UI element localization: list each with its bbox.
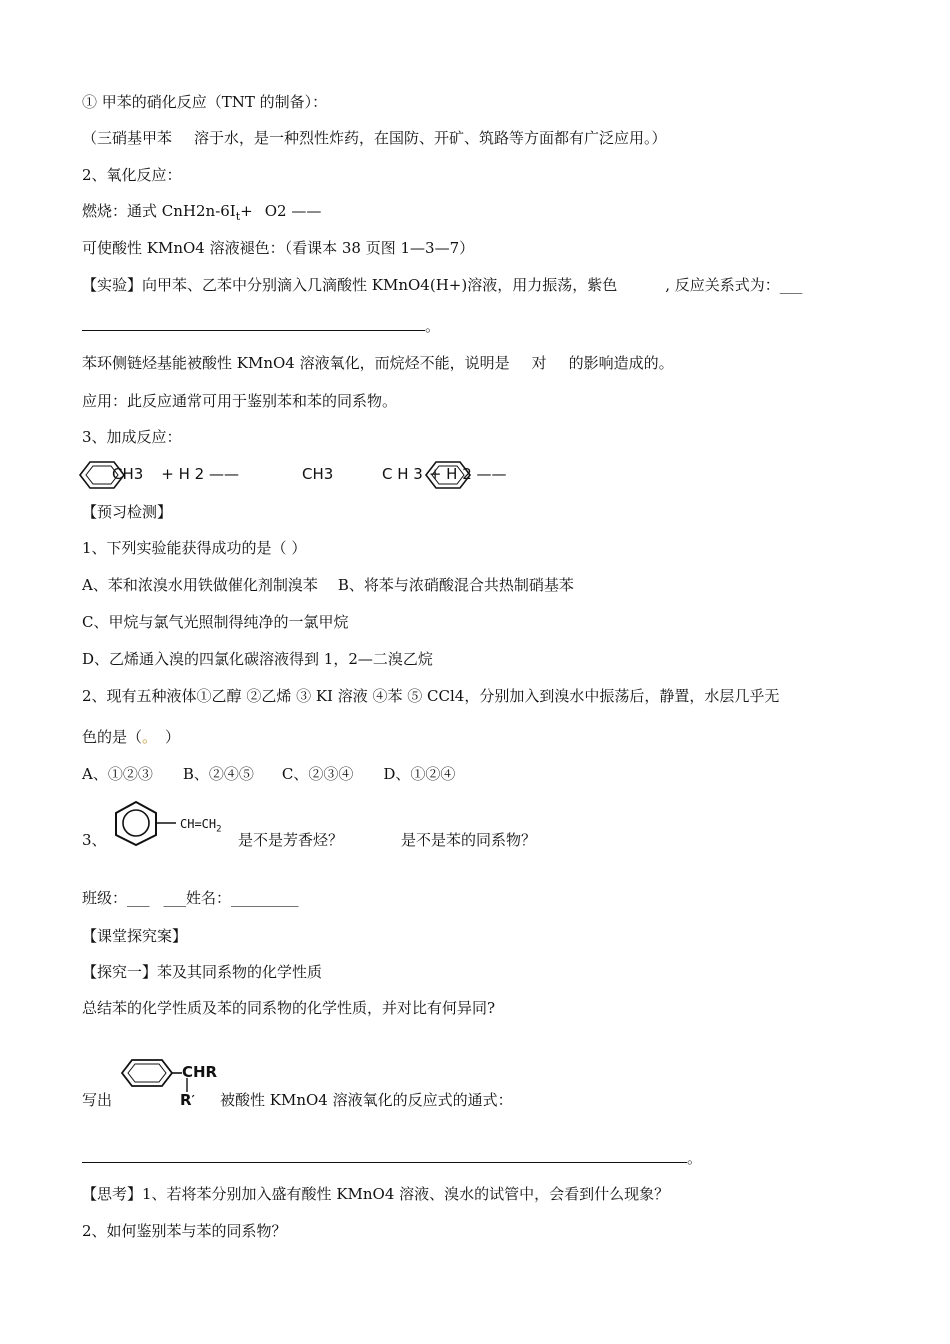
side-chain-text: 苯环侧链烃基能被酸性 KMnO4 溶液氧化，而烷烃不能，说明是 (82, 354, 510, 372)
name-field[interactable]: ___姓名：_________ (163, 889, 299, 907)
q2-options (82, 764, 455, 784)
classroom-heading: 【课堂探究案】 (82, 927, 188, 945)
addition-h2-1: + H 2 —— (161, 465, 239, 483)
q2-option-a: A、①②③ (82, 765, 153, 783)
think-question-2: 2、如何鉴别苯与苯的同系物？ (82, 1222, 287, 1240)
think-question-1: 【思考】1、若将苯分别加入盛有酸性 KMnO4 溶液、溴水的试管中，会看到什么现象？ (82, 1185, 670, 1203)
application-line: 应用：此反应通常可用于鉴别苯和苯的同系物。 (82, 392, 398, 410)
q1-option-a: A、苯和浓溴水用铁做催化剂制溴苯 (82, 576, 318, 594)
question-2: 2、现有五种液体①乙醇 ②乙烯 ③ KI 溶液 ④苯 ⑤ CCl4，分别加入到溴水中振荡后，静置，水层几乎无 (82, 687, 780, 705)
q2-option-d: D、①②④ (383, 765, 456, 783)
write-label: 写出 (82, 1091, 113, 1109)
oxidation-answer-line (82, 1148, 702, 1168)
q1-option-d: D、乙烯通入溴的四氯化碳溶液得到 1，2—二溴乙烷 (82, 650, 433, 668)
experiment-line (82, 275, 802, 295)
side-chain-line (82, 353, 674, 373)
question-1: 1、下列实验能获得成功的是（ ） (82, 539, 307, 557)
tnt-description (82, 128, 667, 148)
r-label (180, 1090, 195, 1110)
chr-label: CHR (182, 1063, 218, 1081)
combustion-formula (82, 201, 321, 227)
experiment-relation: , 反应关系式为：___ (665, 276, 803, 294)
oxidation-heading: 2、氧化反应： (82, 166, 182, 184)
combustion-o2: O2 —— (264, 202, 322, 220)
side-chain-dui: 对 (531, 354, 547, 372)
explore-one-heading: 【探究一】苯及其同系物的化学性质 (82, 963, 323, 981)
styrene-benzene-icon (112, 800, 182, 846)
oxidation-answer-end: 。 (687, 1149, 703, 1167)
question-3-number: 3、 (82, 831, 107, 849)
oxidation-formula-prompt: 被酸性 KMnO4 溶液氧化的反应式的通式： (220, 1091, 513, 1109)
question-2-cont (82, 727, 180, 747)
oxidation-answer-blank[interactable] (82, 1148, 687, 1163)
tnt-description-rest: 溶于水，是一种烈性炸药，在国防、开矿、筑路等方面都有广泛应用。） (194, 129, 667, 147)
q1-options-ab (82, 575, 574, 595)
styrene-subscript: 2 (216, 824, 222, 835)
class-name-line (82, 888, 299, 908)
benzene-ring-icon-2 (424, 460, 474, 490)
class-field[interactable]: 班级：___ (82, 889, 150, 907)
q2-option-c: C、②③④ (281, 765, 354, 783)
q2-answer-mark: 。 (142, 728, 158, 746)
q2-option-b: B、②④⑤ (182, 765, 254, 783)
styrene-vinyl-group (180, 814, 222, 839)
toluene-ch3-2: C H 3 (382, 465, 423, 483)
q1-option-b: B、将苯与浓硝酸混合共热制硝基苯 (337, 576, 574, 594)
chr-benzene-icon (120, 1058, 182, 1088)
kmno4-decolor-line: 可使酸性 KMnO4 溶液褪色：（看课本 38 页图 1—3—7） (82, 239, 475, 257)
product-ch3: CH3 (302, 465, 334, 483)
q2-cont-text: 色的是（ (82, 728, 143, 746)
summary-question: 总结苯的化学性质及苯的同系物的化学性质，并对比有何异同? (82, 999, 496, 1017)
answer-blank[interactable] (82, 316, 425, 331)
q3-homolog: 是不是苯的同系物？ (401, 831, 537, 849)
q1-option-c: C、甲烷与氯气光照制得纯净的一氯甲烷 (82, 613, 349, 631)
experiment-text: 【实验】向甲苯、乙苯中分别滴入几滴酸性 KMnO4(H+)溶液，用力振荡，紫色 (82, 276, 618, 294)
q3-aromatic-question (238, 830, 536, 850)
addition-reaction-1 (112, 464, 239, 484)
tnt-description-start: （三硝基甲苯 (82, 129, 173, 147)
q3-aromatic: 是不是芳香烃？ (238, 831, 344, 849)
combustion-formula-text: 燃烧：通式 CnH2n-6I (82, 202, 236, 220)
preview-test-heading: 【预习检测】 (82, 503, 173, 521)
toluene-nitration-heading: ① 甲苯的硝化反应（TNT 的制备）： (82, 93, 328, 111)
experiment-answer-line (82, 316, 440, 336)
r-letter: R (180, 1091, 192, 1109)
combustion-plus: + (240, 202, 253, 220)
side-chain-effect: 的影响造成的。 (568, 354, 674, 372)
styrene-group-label: CH=CH (180, 817, 217, 831)
r-prime: ′ (191, 1093, 195, 1107)
q2-close-paren: ） (165, 728, 181, 746)
answer-blank-end: 。 (425, 317, 441, 335)
addition-heading: 3、加成反应： (82, 428, 182, 446)
combustion-subscript: t (235, 210, 241, 223)
addition-h2-2: + H 2 —— (428, 465, 507, 483)
toluene-ch3: CH3 (112, 465, 144, 483)
